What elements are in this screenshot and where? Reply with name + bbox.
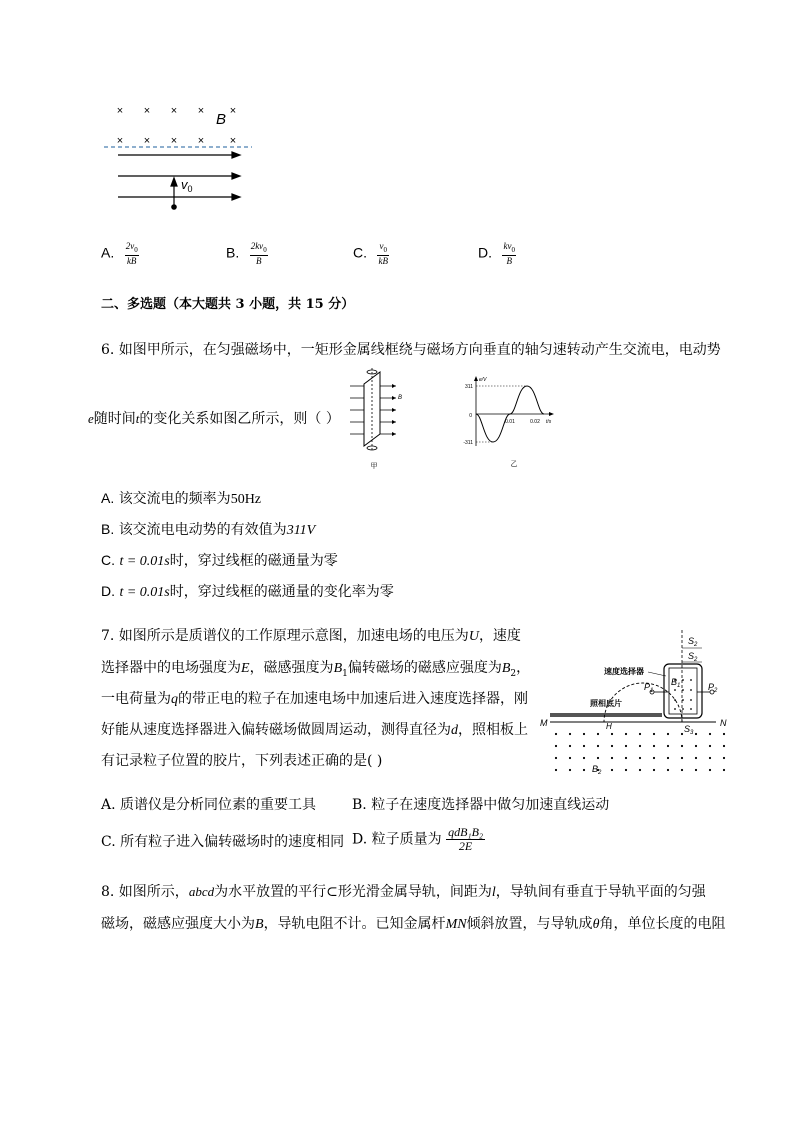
svg-text:×: × xyxy=(197,105,205,117)
field-dot xyxy=(625,733,627,735)
q7-stem-line1: 7. 如图所示是质谱仪的工作原理示意图，加速电场的电压为U，速度 xyxy=(101,628,521,644)
field-dot xyxy=(569,769,571,771)
field-dot xyxy=(625,745,627,747)
q8-stem-line1: 8. 如图所示，abcd为水平放置的平行⊂形光滑金属导轨，间距为l，导轨间有垂直于导轨平面的匀强 xyxy=(101,884,706,900)
field-dot xyxy=(597,745,599,747)
svg-text:×: × xyxy=(229,135,237,147)
q6-option-b: B. 该交流电电动势的有效值为311V xyxy=(101,521,316,538)
field-dot xyxy=(723,757,725,759)
svg-text:S3: $S_3$ xyxy=(684,724,694,736)
field-dot xyxy=(583,733,585,735)
svg-text:×: × xyxy=(170,135,178,147)
svg-text:0.01: 0.01 xyxy=(505,419,515,425)
svg-text:P2: $P_2$ xyxy=(708,682,718,694)
field-dot xyxy=(611,769,613,771)
svg-text:311: 311 xyxy=(465,384,473,390)
field-dot xyxy=(569,745,571,747)
q6-option-a: A. 该交流电的频率为50Hz xyxy=(101,490,262,507)
svg-text:M: M xyxy=(540,718,548,728)
field-dot xyxy=(583,745,585,747)
field-dot xyxy=(667,757,669,759)
field-dot xyxy=(709,769,711,771)
field-dot xyxy=(723,745,725,747)
q7-stem-line4: 好能从速度选择器进入偏转磁场做圆周运动，测得直径为d，照相板上 xyxy=(101,722,528,738)
svg-text:×: × xyxy=(197,135,205,147)
field-dot xyxy=(625,757,627,759)
field-dot xyxy=(723,733,725,735)
field-dot xyxy=(639,769,641,771)
field-dot xyxy=(653,769,655,771)
svg-text:P1: $P_1$ xyxy=(644,682,654,694)
velocity-arrow xyxy=(171,178,177,209)
field-dot xyxy=(653,733,655,735)
field-dot xyxy=(667,769,669,771)
field-dot xyxy=(695,769,697,771)
velocity-label: $v_0$ xyxy=(181,177,193,194)
field-lines xyxy=(118,152,240,200)
svg-text:e/V: e/V xyxy=(479,377,487,383)
field-dot xyxy=(583,757,585,759)
jia-caption: 甲 xyxy=(370,463,378,470)
field-dot xyxy=(681,733,683,735)
svg-text:-311: -311 xyxy=(463,440,473,446)
field-dot xyxy=(555,769,557,771)
q5-option-a: A. $\frac{2v_0}{kB}$ xyxy=(101,241,138,266)
q7-stem-line5: 有记录粒子位置的胶片，下列表述正确的是( ) xyxy=(101,753,383,769)
field-dot xyxy=(639,745,641,747)
q6-stem-line2: e随时间t的变化关系如图乙所示，则（ ） xyxy=(88,411,340,427)
q8-stem-line2: 磁场，磁感应强度大小为B，导轨电阻不计。已知金属杆MN倾斜放置，与导轨成θ角，单位长度的电阻 xyxy=(101,916,726,932)
field-dot xyxy=(681,745,683,747)
q7-figure xyxy=(538,630,734,782)
field-dot xyxy=(653,745,655,747)
q6-option-d: D. t = 0.01s时，穿过线框的磁通量的变化率为零 xyxy=(101,583,394,600)
field-dot xyxy=(639,757,641,759)
yi-caption: 乙 xyxy=(510,461,518,468)
q6-figure-jia xyxy=(346,366,402,470)
svg-text:0.02: 0.02 xyxy=(530,419,540,425)
svg-text:B2: $B_2$ xyxy=(592,764,602,776)
field-dot xyxy=(653,757,655,759)
field-dot xyxy=(639,733,641,735)
q7-option-a: A. 质谱仪是分析同位素的重要工具 xyxy=(101,797,317,813)
q7-option-c: C. 所有粒子进入偏转磁场时的速度相同 xyxy=(101,834,345,850)
field-dot xyxy=(709,733,711,735)
jia-b-label: B xyxy=(398,395,402,401)
field-dot xyxy=(709,757,711,759)
field-dot xyxy=(681,757,683,759)
svg-text:t/s: t/s xyxy=(546,419,552,425)
field-dot xyxy=(695,757,697,759)
section-title: 二、多选题（本大题共 3 小题，共 15 分） xyxy=(101,297,355,312)
svg-text:S2: $S_2$ xyxy=(688,636,698,648)
field-dot xyxy=(597,757,599,759)
svg-text:0: 0 xyxy=(469,413,472,419)
svg-text:×: × xyxy=(170,105,178,117)
field-dot xyxy=(555,757,557,759)
q6-option-c: C. t = 0.01s时，穿过线框的磁通量为零 xyxy=(101,552,338,569)
field-dot xyxy=(695,733,697,735)
field-dot xyxy=(667,745,669,747)
q5-option-d: D. $\frac{kv_0}{B}$ xyxy=(478,241,515,266)
svg-text:速度选择器: 速度选择器 xyxy=(604,667,644,676)
svg-text:照相底片: 照相底片 xyxy=(590,699,622,708)
svg-text:N: N xyxy=(720,718,727,728)
svg-text:×: × xyxy=(143,135,151,147)
q7-stem-line2: 选择器中的电场强度为E，磁感强度为$B_1$偏转磁场的磁感应强度为$B_2$， xyxy=(101,660,531,679)
field-b-label: B xyxy=(216,111,227,128)
field-dot xyxy=(681,769,683,771)
svg-text:B1: $B_1$ xyxy=(671,677,681,689)
field-dot xyxy=(625,769,627,771)
deflection-field-dots xyxy=(555,733,725,771)
field-dot xyxy=(695,745,697,747)
svg-text:×: × xyxy=(229,105,237,117)
field-dot xyxy=(667,733,669,735)
field-dot xyxy=(555,745,557,747)
field-dot xyxy=(611,733,613,735)
field-dot xyxy=(723,769,725,771)
field-dot xyxy=(611,757,613,759)
field-dot xyxy=(569,757,571,759)
q6-stem-line1: 6. 如图甲所示，在匀强磁场中，一矩形金属线框绕与磁场方向垂直的轴匀速转动产生交流电，电动势 xyxy=(101,342,721,358)
q7-option-d: D. 粒子质量为 qdB₁B₂ 2E xyxy=(352,825,484,853)
q5-option-c: C. $\frac{v_0}{kB}$ xyxy=(353,241,388,266)
svg-text:×: × xyxy=(116,135,124,147)
field-dot xyxy=(555,733,557,735)
svg-text:S2: $S_2$ xyxy=(688,651,698,663)
q5-figure xyxy=(100,98,260,216)
q6-figure-yi xyxy=(456,374,560,470)
field-dot xyxy=(569,733,571,735)
field-dot xyxy=(611,745,613,747)
field-dot xyxy=(583,769,585,771)
field-dot xyxy=(597,733,599,735)
svg-text:H: H xyxy=(606,722,612,731)
svg-text:×: × xyxy=(143,105,151,117)
field-dot xyxy=(709,745,711,747)
q7-option-b: B. 粒子在速度选择器中做匀加速直线运动 xyxy=(352,797,610,813)
q5-option-b: B. $\frac{2kv_0}{B}$ xyxy=(226,241,267,266)
q7-stem-line3: 一电荷量为q的带正电的粒子在加速电场中加速后进入速度选择器，刚 xyxy=(101,691,528,707)
svg-text:×: × xyxy=(116,105,124,117)
